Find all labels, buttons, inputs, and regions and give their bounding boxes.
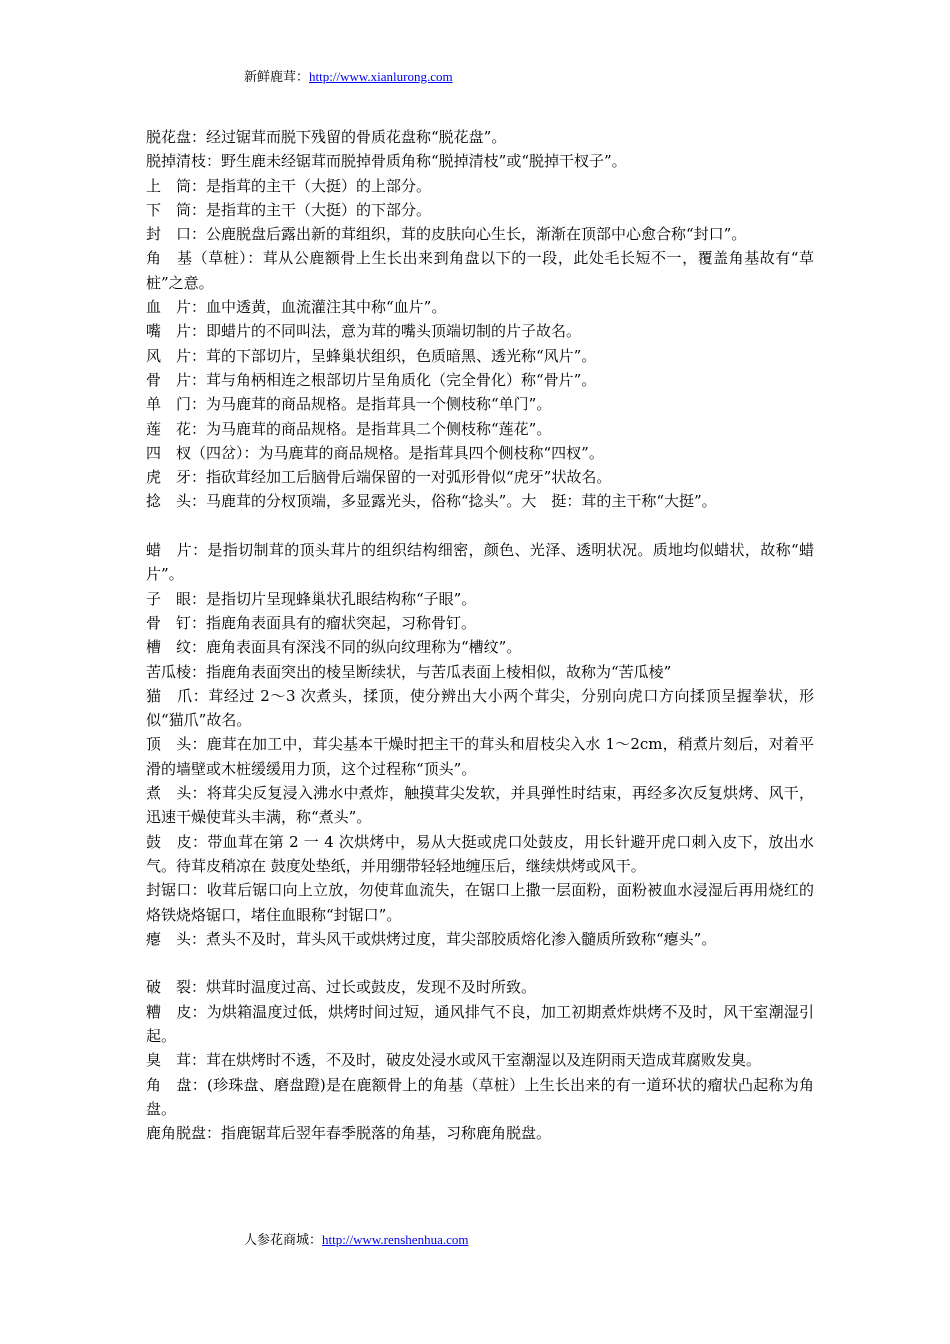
glossary-entry: 莲 花：为马鹿茸的商品规格。是指茸具二个侧枝称“莲花”。: [146, 419, 552, 438]
glossary-entry: 四 杈（四岔）：为马鹿茸的商品规格。是指茸具四个侧枝称“四杈”。: [146, 443, 604, 462]
glossary-entry: 封锯口：收茸后锯口向上立放，勿使茸血流失，在锯口上撒一层面粉，面粉被血水浸湿后再用烧红的烙铁烧烙锯口，堵住血眼称“封锯口”。: [146, 881, 814, 924]
glossary-entry: 单 门：为马鹿茸的商品规格。是指茸具一个侧枝称“单门”。: [146, 395, 552, 414]
glossary-entry: 臭 茸：茸在烘烤时不透，不及时，破皮处浸水或风干室潮湿以及连阴雨天造成茸腐败发臭。: [146, 1051, 762, 1070]
header-label: 新鲜鹿茸：: [244, 70, 310, 85]
glossary-entry: 顶 头：鹿茸在加工中，茸尖基本干燥时把主干的茸头和眉枝尖入水 1～2cm，稍煮片刻后，对着平滑的墙壁或木桩缓缓用力顶，这个过程称“顶头”。: [146, 735, 814, 778]
glossary-entry: 鹿角脱盘：指鹿锯茸后翌年春季脱落的角基，习称鹿角脱盘。: [146, 1124, 552, 1143]
glossary-entry: 破 裂：烘茸时温度过高、过长或鼓皮，发现不及时所致。: [146, 978, 537, 997]
glossary-entry: 角 基（草桩）：茸从公鹿额骨上生长出来到角盘以下的一段，此处毛长短不一，覆盖角基故有“草桩”之意。: [146, 249, 814, 292]
glossary-entry: 骨 片：茸与角柄相连之根部切片呈角质化（完全骨化）称“骨片”。: [146, 370, 597, 389]
page-header: [244, 68, 453, 87]
glossary-entry: 槽 纹：鹿角表面具有深浅不同的纵向纹理称为“槽纹”。: [146, 638, 522, 657]
glossary-entry: 脱掉清枝：野生鹿未经锯茸而脱掉骨质角称“脱掉清枝”或“脱掉干杈子”。: [146, 152, 627, 171]
glossary-entry: 猫 爪：茸经过 2～3 次煮头，揉顶，使分辨出大小两个茸尖，分别向虎口方向揉顶呈握拳状，形似“猫爪”故名。: [146, 686, 814, 730]
glossary-entry: 瘪 头：煮头不及时，茸头风干或烘烤过度，茸尖部胶质熔化渗入髓质所致称“瘪头”。: [146, 929, 717, 948]
glossary-entry: 上 筒：是指茸的主干（大挺）的上部分。: [146, 176, 432, 195]
glossary-entry: 鼓 皮：带血茸在第 2 一 4 次烘烤中，易从大挺或虎口处鼓皮，用长针避开虎口刺入皮下，放出水气。待茸皮稍凉在 鼓度处垫纸，并用绷带轻轻地缠压后，继续烘烤或风干。: [146, 832, 814, 875]
glossary-entry: 捻 头：马鹿茸的分杈顶端，多显露光头，俗称“捻头”。大 挺：茸的主干称“大挺”。: [146, 492, 717, 511]
glossary-entry: 角 盘：(珍珠盘、磨盘蹬)是在鹿额骨上的角基（草桩）上生长出来的有一道环状的瘤状凸起称为角盘。: [146, 1075, 814, 1118]
glossary-entry: 苦瓜棱：指鹿角表面突出的棱呈断续状，与苦瓜表面上棱相似，故称为“苦瓜棱”: [146, 662, 672, 681]
glossary-entry: 骨 钉：指鹿角表面具有的瘤状突起，习称骨钉。: [146, 613, 477, 632]
glossary-entry: 蜡 片：是指切制茸的顶头茸片的组织结构细密，颜色、光泽、透明状况。质地均似蜡状，故称“蜡片”。: [146, 541, 814, 584]
page-footer: [244, 1231, 468, 1250]
blank-line: [146, 514, 814, 538]
blank-line: [146, 951, 814, 975]
footer-label: 人参花商城：: [244, 1233, 323, 1248]
glossary-entry: 脱花盘：经过锯茸而脱下残留的骨质花盘称“脱花盘”。: [146, 128, 507, 146]
footer-link[interactable]: http://www.renshenhua.com: [322, 1232, 469, 1247]
header-link[interactable]: http://www.xianlurong.com: [309, 69, 453, 84]
glossary-entry: 糟 皮：为烘箱温度过低，烘烤时间过短，通风排气不良，加工初期煮炸烘烤不及时，风干室潮湿引起。: [146, 1002, 814, 1045]
glossary-entry: 虎 牙：指砍茸经加工后脑骨后端保留的一对弧形骨似“虎牙”状故名。: [146, 468, 612, 487]
glossary-entry: 子 眼：是指切片呈现蜂巢状孔眼结构称“子眼”。: [146, 589, 477, 608]
glossary-entry: 下 筒：是指茸的主干（大挺）的下部分。: [146, 200, 432, 219]
glossary-body: [146, 125, 814, 1145]
glossary-entry: 封 口：公鹿脱盘后露出新的茸组织，茸的皮肤向心生长，渐渐在顶部中心愈合称“封口”。: [146, 225, 747, 244]
glossary-entry: 煮 头：将茸尖反复浸入沸水中煮炸，触摸茸尖发软，并具弹性时结束，再经多次反复烘烤、风干，迅速干燥使茸头丰满，称“煮头”。: [146, 784, 814, 827]
glossary-entry: 血 片：血中透黄，血流灌注其中称“血片”。: [146, 298, 447, 317]
glossary-entry: 风 片：茸的下部切片，呈蜂巢状组织，色质暗黑、透光称“风片”。: [146, 346, 597, 365]
glossary-entry: 嘴 片：即蜡片的不同叫法，意为茸的嘴头顶端切制的片子故名。: [146, 322, 582, 341]
